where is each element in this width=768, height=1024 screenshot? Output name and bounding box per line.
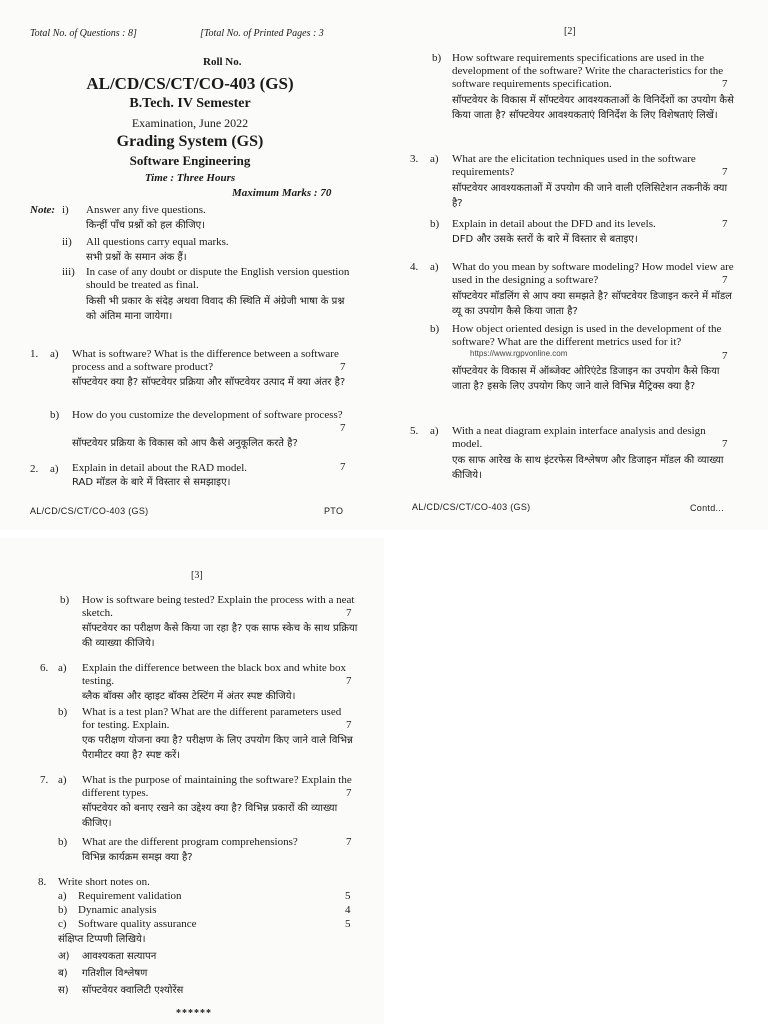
exam-session: Examination, June 2022 bbox=[131, 116, 249, 130]
footer-pto: PTO bbox=[324, 506, 344, 516]
total-questions: Total No. of Questions : 8] bbox=[30, 28, 137, 39]
note-label: Note: bbox=[30, 204, 56, 216]
note-number: i) bbox=[62, 204, 69, 216]
maximum-marks: Maximum Marks : 70 bbox=[232, 187, 332, 199]
question-part-label: b) bbox=[58, 706, 68, 718]
semester: B.Tech. IV Semester bbox=[129, 96, 251, 111]
question-text-hindi: विभिन्न कार्यक्रम समझ क्या है? bbox=[82, 852, 193, 863]
question-text: How software requirements specifications are used in the development of the software? Write the characteristics for the software requirements specification. bbox=[452, 52, 724, 90]
note-text: In case of any doubt or dispute the English version question should be treated as final. bbox=[86, 266, 350, 291]
question-marks: 7 bbox=[346, 836, 352, 848]
question-text-hindi: ब्लैक बॉक्स और व्हाइट बॉक्स टेस्टिंग में अंतर स्पष्ट कीजिये। bbox=[82, 691, 296, 702]
question-text: Explain in detail about the RAD model. bbox=[72, 462, 248, 474]
question-text: What are the different program comprehensions? bbox=[82, 836, 298, 848]
question-text-hindi: RAD मॉडल के बारे में विस्तार से समझाइए। bbox=[72, 477, 231, 488]
question-text: Explain the difference between the black box and white box testing. bbox=[82, 662, 347, 687]
question-marks: 7 bbox=[722, 218, 728, 230]
question-part-label: b) bbox=[430, 218, 440, 230]
question-text: How do you customize the development of software process? bbox=[72, 409, 343, 421]
question-text-hindi: सॉफ्टवेयर के विकास में ऑब्जेक्ट ओरिएंटेड डिजाइन का उपयोग कैसे किया जाता है? इसके लिए उपयोग किए जाने वाले विभिन्न मैट्रिक्स क्या है? bbox=[452, 366, 720, 392]
question-text-hindi: एक परीक्षण योजना क्या है? परीक्षण के लिए उपयोग किए जाने वाले विभिन्न पैरामीटर क्या है? स्पष्ट करें। bbox=[82, 735, 353, 761]
short-note-label: c) bbox=[58, 918, 67, 930]
question-text-hindi: सॉफ्टवेयर का परीक्षण कैसे किया जा रहा है? एक साफ स्केच के साथ प्रक्रिया की व्याख्या कीजिये। bbox=[82, 623, 358, 649]
question-marks: 7 bbox=[722, 350, 728, 362]
note-text: All questions carry equal marks. bbox=[86, 236, 229, 248]
question-text-hindi: सॉफ्टवेयर मॉडलिंग से आप क्या समझते है? सॉफ्टवेयर डिजाइन करने में मॉडल व्यू का उपयोग कैसे किया जाता है? bbox=[452, 291, 732, 317]
question-part-label: a) bbox=[430, 153, 439, 165]
paper-code: AL/CD/CS/CT/CO-403 (GS) bbox=[86, 74, 294, 93]
note-text-hindi: किसी भी प्रकार के संदेह अथवा विवाद की स्थिति में अंग्रेजी भाषा के प्रश्न को अंतिम माना जायेगा। bbox=[86, 296, 345, 322]
question-text-hindi: सॉफ्टवेयर के विकास में सॉफ्टवेयर आवश्यकताओं के विनिर्देशों का उपयोग कैसे किया जाता है? सॉफ्टवेयर आवश्यकताएं विनिर्देश के लिए विशेषताएं लिखें। bbox=[452, 95, 734, 121]
short-note-text-hindi: गतिशील विश्लेषण bbox=[82, 968, 148, 979]
question-marks: 7 bbox=[346, 607, 352, 619]
note-text-hindi: किन्हीं पाँच प्रश्नों को हल कीजिए। bbox=[86, 220, 205, 231]
question-part-label: a) bbox=[50, 463, 59, 475]
question-marks: 7 bbox=[722, 78, 728, 90]
question-number: 3. bbox=[410, 153, 419, 165]
short-note-text-hindi: सॉफ्टवेयर क्वालिटी एश्योरेंस bbox=[82, 985, 184, 996]
question-text-hindi: सॉफ्टवेयर आवश्यकताओं में उपयोग की जाने वाली एलिसिटेशन तकनीकें क्या है? bbox=[452, 183, 728, 209]
short-note-marks: 5 bbox=[345, 918, 351, 930]
short-note-text: Requirement validation bbox=[78, 890, 182, 902]
question-marks: 7 bbox=[340, 461, 346, 473]
question-text: With a neat diagram explain interface analysis and design model. bbox=[452, 425, 706, 450]
short-note-label-hindi: अ) bbox=[58, 951, 70, 962]
question-part-label: a) bbox=[50, 348, 59, 360]
question-marks: 7 bbox=[340, 361, 346, 373]
question-part-label: b) bbox=[432, 52, 442, 64]
footer-contd: Contd... bbox=[690, 503, 724, 513]
blank-area bbox=[384, 538, 768, 1024]
end-of-paper-mark: ****** bbox=[176, 1008, 212, 1019]
website-watermark: https://www.rgpvonline.com bbox=[470, 349, 568, 358]
short-note-label: a) bbox=[58, 890, 67, 902]
time-allowed: Time : Three Hours bbox=[144, 172, 236, 184]
short-note-label: b) bbox=[58, 904, 68, 916]
exam-page-2 bbox=[384, 0, 768, 530]
question-marks: 7 bbox=[346, 675, 352, 687]
exam-page-3 bbox=[0, 538, 384, 1024]
question-text: What do you mean by software modeling? How model view are used in the designing a software? bbox=[452, 261, 734, 286]
page-gap bbox=[0, 530, 768, 538]
note-text-hindi: सभी प्रश्नों के समान अंक हैं। bbox=[86, 252, 187, 263]
question-part-label: a) bbox=[58, 774, 67, 786]
short-note-marks: 4 bbox=[345, 904, 351, 916]
question-marks: 7 bbox=[340, 422, 346, 434]
question-text: Explain in detail about the DFD and its levels. bbox=[452, 218, 656, 230]
question-part-label: a) bbox=[430, 425, 439, 437]
question-text: What is the purpose of maintaining the software? Explain the different types. bbox=[82, 774, 352, 799]
short-note-text: Software quality assurance bbox=[78, 918, 197, 930]
question-number: 5. bbox=[410, 425, 419, 437]
question-text-hindi: सॉफ्टवेयर प्रक्रिया के विकास को आप कैसे अनुकूलित करते है? bbox=[72, 438, 298, 449]
question-part-label: b) bbox=[50, 409, 60, 421]
question-text-hindi: सॉफ्टवेयर क्या है? सॉफ्टवेयर प्रक्रिया और सॉफ्टवेयर उत्पाद में क्या अंतर है? bbox=[72, 377, 346, 388]
question-part-label: b) bbox=[430, 323, 440, 335]
question-number: 8. bbox=[38, 876, 47, 888]
question-number: 2. bbox=[30, 463, 39, 475]
note-number: iii) bbox=[62, 266, 75, 278]
question-number: 6. bbox=[40, 662, 49, 674]
question-number: 1. bbox=[30, 348, 39, 360]
note-number: ii) bbox=[62, 236, 72, 248]
roll-no: Roll No. bbox=[203, 56, 242, 68]
page-number: [3] bbox=[191, 570, 203, 581]
note-text: Answer any five questions. bbox=[86, 204, 206, 216]
question-text-hindi: सॉफ्टवेयर को बनाए रखने का उद्देश्य क्या है? विभिन्न प्रकारों की व्याख्या कीजिए। bbox=[82, 803, 338, 829]
question-part-label: b) bbox=[60, 594, 70, 606]
subject: Software Engineering bbox=[129, 153, 251, 168]
question-number: 7. bbox=[40, 774, 49, 786]
question-number: 4. bbox=[410, 261, 419, 273]
question-text: What are the elicitation techniques used in the software requirements? bbox=[452, 153, 696, 178]
question-part-label: b) bbox=[58, 836, 68, 848]
question-text: What is software? What is the difference between a software process and a software product? bbox=[72, 348, 339, 373]
footer-paper-code: AL/CD/CS/CT/CO-403 (GS) bbox=[412, 502, 531, 512]
exam-page-1 bbox=[0, 0, 384, 530]
short-note-text-hindi: आवश्यकता सत्यापन bbox=[82, 951, 157, 962]
question-marks: 7 bbox=[722, 166, 728, 178]
question-part-label: a) bbox=[58, 662, 67, 674]
question-part-label: a) bbox=[430, 261, 439, 273]
question-marks: 7 bbox=[346, 787, 352, 799]
short-note-marks: 5 bbox=[345, 890, 351, 902]
footer-paper-code: AL/CD/CS/CT/CO-403 (GS) bbox=[30, 506, 149, 516]
question-text-hindi: DFD और उसके स्तरों के बारे में विस्तार से बताइए। bbox=[452, 234, 638, 245]
short-note-text: Dynamic analysis bbox=[78, 904, 157, 916]
question-marks: 7 bbox=[346, 719, 352, 731]
question-text: How object oriented design is used in the development of the software? What are the different metrics used for it? bbox=[452, 323, 722, 348]
page-number: [2] bbox=[564, 26, 576, 37]
question-marks: 7 bbox=[722, 438, 728, 450]
question-marks: 7 bbox=[722, 274, 728, 286]
short-note-label-hindi: स) bbox=[58, 985, 69, 996]
short-note-label-hindi: ब) bbox=[58, 968, 68, 979]
short-notes-title: Write short notes on. bbox=[58, 876, 150, 888]
question-text: What is a test plan? What are the different parameters used for testing. Explain. bbox=[82, 706, 342, 731]
short-notes-title-hindi: संक्षिप्त टिप्पणी लिखिये। bbox=[58, 934, 146, 945]
question-text: How is software being tested? Explain the process with a neat sketch. bbox=[82, 594, 355, 619]
grading-system: Grading System (GS) bbox=[116, 133, 264, 150]
total-pages: [Total No. of Printed Pages : 3 bbox=[200, 28, 324, 39]
question-text-hindi: एक साफ आरेख के साथ इंटरफेस विश्लेषण और डिजाइन मॉडल की व्याख्या कीजिये। bbox=[452, 455, 724, 481]
